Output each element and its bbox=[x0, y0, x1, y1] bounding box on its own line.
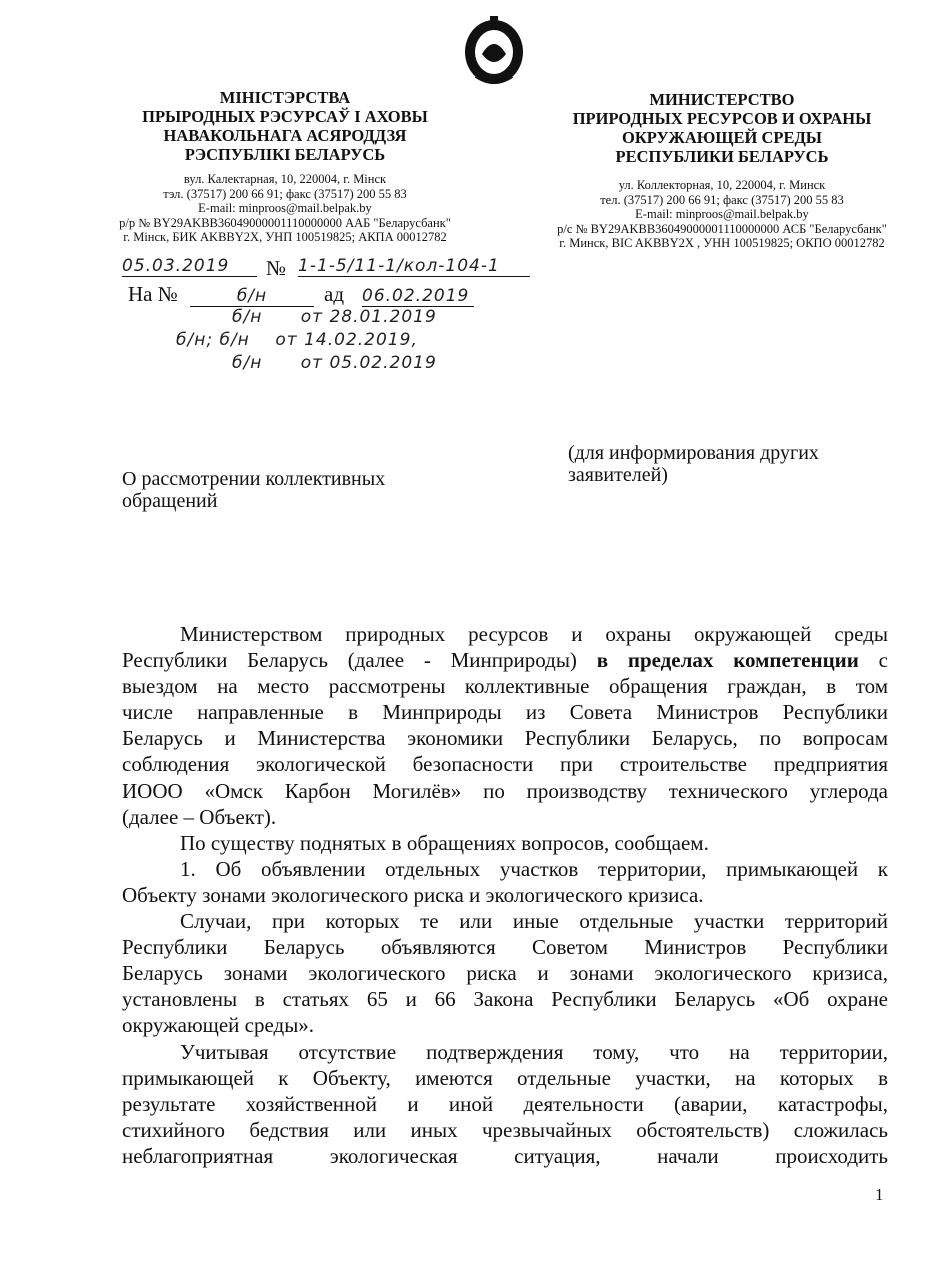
body-line: (далее – Объект). bbox=[122, 804, 277, 829]
body-line: установлены в статьях 65 и 66 Закона Республики Беларусь «Об охране bbox=[122, 987, 888, 1012]
title-line: РЭСПУБЛІКІ БЕЛАРУСЬ bbox=[184, 145, 386, 164]
body-line: выездом на место рассмотрены коллективные обращения граждан, в том bbox=[122, 674, 888, 699]
address-line: г. Мінск, БИК AKBBY2X, УНП 100519825; АКПА 00012782 bbox=[123, 230, 447, 244]
reference-number: б/н bbox=[190, 286, 314, 307]
ministry-title-ru bbox=[510, 90, 934, 166]
address-line: ул. Коллекторная, 10, 220004, г. Минск bbox=[618, 178, 826, 192]
body-line: Беларусь зонами экологического риска и зонами экологического кризиса, bbox=[122, 961, 888, 986]
subject-line: О рассмотрении коллективных bbox=[122, 468, 386, 490]
header-left-by bbox=[60, 88, 510, 245]
body-line: числе направленные в Минприроды из Совета Министров Республики bbox=[122, 700, 888, 725]
body-line: окружающей среды». bbox=[122, 1013, 315, 1038]
body-line: стихийного бедствия или иных чрезвычайных обстоятельств) сложилась bbox=[122, 1117, 888, 1142]
letter-addressee bbox=[568, 442, 819, 486]
body-line: результате хозяйственной и иной деятельности (аварии, катастрофы, bbox=[122, 1091, 888, 1116]
body-line: Министерством природных ресурсов и охраны окружающей среды bbox=[180, 622, 888, 646]
address-line: E-mail: minproos@mail.belpak.by bbox=[198, 201, 372, 215]
title-line: НАВАКОЛЬНАГА АСЯРОДДЗЯ bbox=[163, 126, 407, 145]
title-line: МІНІСТЭРСТВА bbox=[219, 88, 351, 107]
addressee-line: заявителей) bbox=[568, 464, 668, 486]
bold-emphasis: в пределах компетенции bbox=[596, 648, 859, 673]
ministry-address-ru bbox=[510, 178, 934, 251]
title-line: РЕСПУБЛИКИ БЕЛАРУСЬ bbox=[615, 147, 829, 166]
body-line: Республики Беларусь объявляются Советом Министров Республики bbox=[122, 935, 888, 960]
paragraph-2 bbox=[122, 830, 888, 856]
text-span: с bbox=[878, 648, 888, 673]
address-line: тел. (37517) 200 66 91; факс (37517) 200 55 83 bbox=[600, 192, 844, 207]
address-line: E-mail: minproos@mail.belpak.by bbox=[635, 207, 809, 221]
body-line: неблагоприятная экологическая ситуация, начали происходить bbox=[122, 1143, 888, 1168]
paragraph-3 bbox=[122, 856, 888, 908]
addressee-line: (для информирования других bbox=[568, 442, 819, 464]
letter-subject bbox=[122, 468, 385, 512]
header-right-ru bbox=[510, 90, 934, 251]
reference-date-label: ад bbox=[324, 282, 345, 306]
text-span: Республики Беларусь (далее - Минприроды) bbox=[122, 648, 577, 673]
body-line: ИООО «Омск Карбон Могилёв» по производству технического углерода bbox=[122, 778, 888, 803]
number-label: № bbox=[266, 256, 287, 280]
address-line: вул. Калектарная, 10, 220004, г. Мінск bbox=[183, 172, 387, 186]
body-line: соблюдения экологической безопасности при строительстве предприятия bbox=[122, 752, 888, 777]
page-number: 1 bbox=[875, 1185, 884, 1204]
coat-of-arms-emblem bbox=[462, 14, 526, 86]
body-line: Учитывая отсутствие подтверждения тому, что на территории, bbox=[180, 1039, 888, 1064]
title-line: МИНИСТЕРСТВО bbox=[649, 90, 795, 109]
body-line bbox=[122, 647, 888, 673]
paragraph-5 bbox=[122, 1039, 888, 1169]
body-line: По существу поднятых в обращениях вопросов, сообщаем. bbox=[180, 830, 709, 855]
reference-date: 06.02.2019 bbox=[362, 286, 474, 307]
body-line: Объекту зонами экологического риска и экологического кризиса. bbox=[122, 882, 704, 907]
subject-line: обращений bbox=[122, 490, 218, 512]
ministry-address-by bbox=[60, 172, 510, 245]
reference-label: На № bbox=[128, 282, 178, 306]
letter-body bbox=[122, 621, 888, 1169]
outgoing-date: 05.03.2019 bbox=[122, 256, 257, 277]
title-line: ПРИРОДНЫХ РЕСУРСОВ И ОХРАНЫ bbox=[572, 109, 872, 128]
extra-reference: б/н от 28.01.2019 bbox=[232, 307, 437, 327]
address-line: г. Минск, BIC AKBBY2X , УНН 100519825; ОКПО 00012782 bbox=[559, 236, 885, 250]
extra-reference: б/н; б/н от 14.02.2019, bbox=[176, 330, 418, 350]
address-line: р/р № BY29AKBB36049000001110000000 ААБ "Беларусбанк" bbox=[119, 215, 451, 230]
address-line: тэл. (37517) 200 66 91; факс (37517) 200 55 83 bbox=[163, 186, 407, 201]
body-line: Беларусь и Министерства экономики Республики Беларусь, по вопросам bbox=[122, 726, 888, 751]
title-line: ОКРУЖАЮЩЕЙ СРЕДЫ bbox=[621, 128, 823, 147]
paragraph-1-continuation bbox=[122, 673, 888, 830]
ministry-title-by bbox=[60, 88, 510, 164]
title-line: ПРЫРОДНЫХ РЭСУРСАЎ І АХОВЫ bbox=[142, 107, 428, 126]
paragraph-1 bbox=[122, 621, 888, 830]
body-line: 1. Об объявлении отдельных участков территории, примыкающей к bbox=[180, 856, 888, 881]
body-line: Случаи, при которых те или иные отдельные участки территорий bbox=[180, 909, 888, 934]
address-line: р/с № BY29AKBB36049000001110000000 АСБ "Беларусбанк" bbox=[557, 221, 887, 236]
body-line: примыкающей к Объекту, имеются отдельные участки, на которых в bbox=[122, 1065, 888, 1090]
paragraph-4 bbox=[122, 908, 888, 1038]
extra-reference: б/н от 05.02.2019 bbox=[232, 353, 437, 373]
outgoing-number: 1-1-5/11-1/кол-104-1 bbox=[298, 256, 530, 277]
